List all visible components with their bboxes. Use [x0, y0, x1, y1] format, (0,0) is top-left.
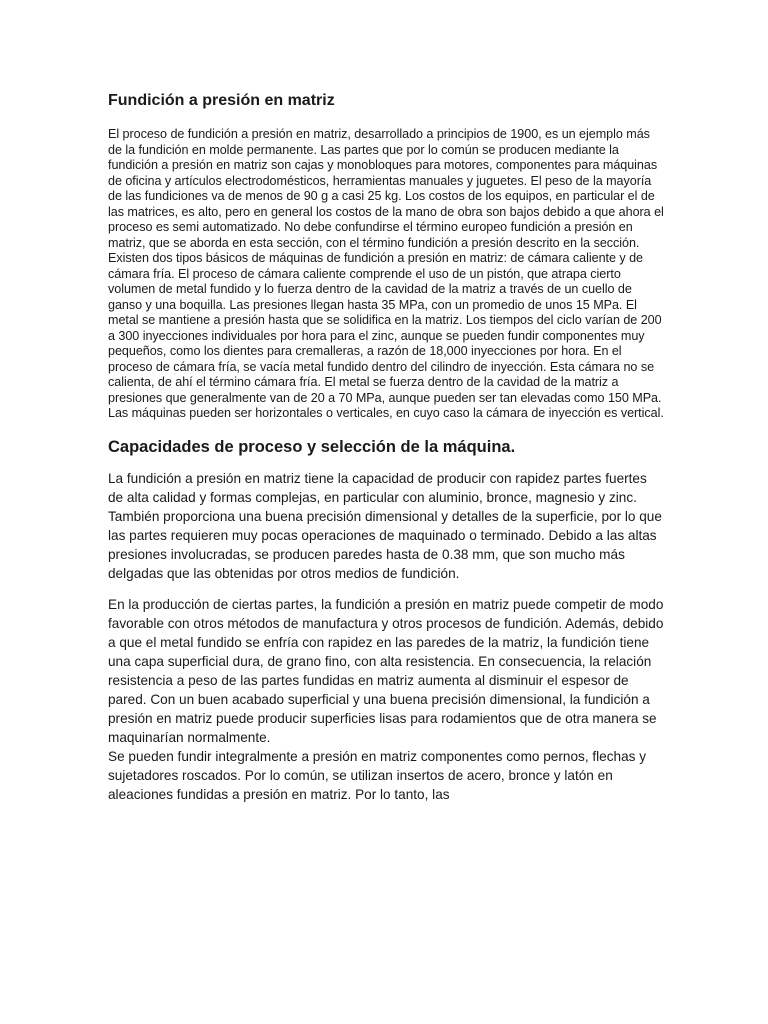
section-heading: Capacidades de proceso y selección de la máquina.: [108, 437, 516, 456]
capabilities-paragraph: La fundición a presión en matriz tiene la capacidad de producir con rapidez partes fuertes de alta calidad y formas complejas, en particular con aluminio, bronce, magnesio y zinc. También proporciona una buena precisión dimensional y detalles de la superficie, por lo que las partes requieren muy pocas operaciones de maquinado o terminado. Debido a las altas presiones involucradas, se producen paredes hasta de 0.38 mm, que son mucho más delgadas que las obtenidas por otros medios de fundición.: [108, 470, 662, 581]
document-title: Fundición a presión en matriz: [108, 92, 335, 109]
intro-paragraph: El proceso de fundición a presión en matriz, desarrollado a principios de 1900, es un ejemplo más de la fundición en molde permanente. Las partes que por lo común se producen mediante la fundición a presión en matriz son cajas y monobloques para motores, componentes para máquinas de oficina y artículos electrodomésticos, herramientas manuales y juguetes. El peso de la mayoría de las fundiciones va de menos de 90 g a casi 25 kg. Los costos de los equipos, en particular el de las matrices, es alto, pero en general los costos de la mano de obra son bajos debido a que ahora el proceso es semi automatizado. No debe confundirse el término europeo fundición a presión en matriz, que se aborda en esta sección, con el término fundición a presión descrito en la sección. Existen dos tipos básicos de máquinas de fundición a presión en matriz: de cámara caliente y de cámara fría. El proceso de cámara caliente comprende el uso de un pistón, que atrapa cierto volumen de metal fundido y lo fuerza dentro de la cavidad de la matriz a través de un cuello de ganso y una boquilla. Las presiones llegan hasta 35 MPa, con un promedio de unos 15 MPa. El metal se mantiene a presión hasta que se solidifica en la matriz. Los tiempos del ciclo varían de 200 a 300 inyecciones individuales por hora para el zinc, aunque se pueden fundir componentes muy pequeños, como los dientes para cremalleras, a razón de 18,000 inyecciones por hora. En el proceso de cámara fría, se vacía metal fundido dentro del cilindro de inyección. Esta cámara no se calienta, de ahí el término cámara fría. El metal se fuerza dentro de la cavidad de la matriz a presiones que generalmente van de 20 a 70 MPa, aunque pueden ser tan elevadas como 150 MPa. Las máquinas pueden ser horizontales o verticales, en cuyo caso la cámara de inyección es vertical.: [108, 127, 664, 420]
competition-paragraph: En la producción de ciertas partes, la fundición a presión en matriz puede competir de modo favorable con otros métodos de manufactura y otros procesos de fundición. Además, debido a que el metal fundido se enfría con rapidez en las paredes de la matriz, la fundición tiene una capa superficial dura, de grano fino, con alta resistencia. En consecuencia, la relación resistencia a peso de las partes fundidas en matriz aumenta al disminuir el espesor de pared. Con un buen acabado superficial y una buena precisión dimensional, la fundición a presión en matriz puede producir superficies lisas para rodamientos que de otra manera se maquinarían normalmente.: [108, 596, 664, 745]
inserts-paragraph: Se pueden fundir integralmente a presión en matriz componentes como pernos, flechas y sujetadores roscados. Por lo común, se utilizan insertos de acero, bronce y latón en aleaciones fundidas a presión en matriz. Por lo tanto, las: [108, 748, 647, 802]
document-page: [108, 90, 664, 804]
